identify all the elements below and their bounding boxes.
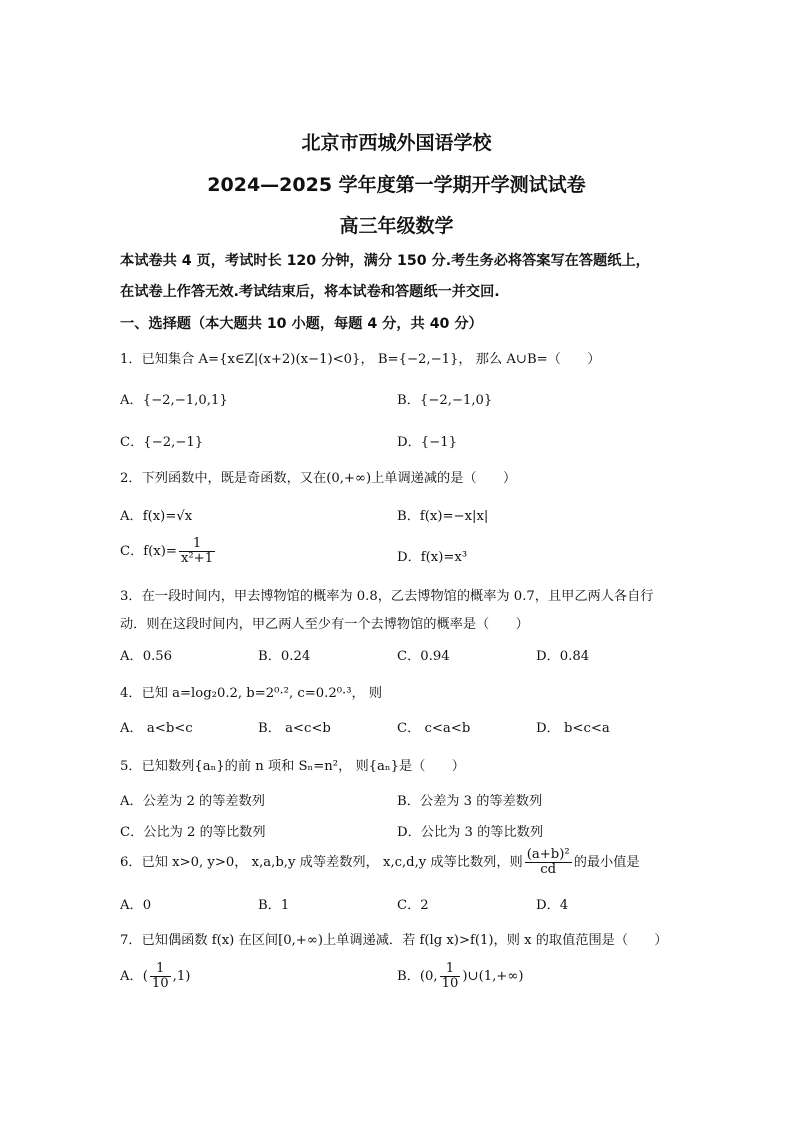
school-name: 北京市西城外国语学校 [301, 132, 492, 154]
question-2-option-c-label: C．f(x)= [120, 543, 177, 559]
question-2-option-a: A．f(x)=√x [120, 509, 193, 524]
question-1-option-b: B．{−2,−1,0} [397, 393, 493, 408]
question-4-option-c: C． c<a<b [397, 721, 471, 736]
question-3-stem-line-1: 3．在一段时间内，甲去博物馆的概率为 0.8，乙去博物馆的概率为 0.7，且甲乙两人各自行 [120, 589, 654, 604]
question-6-fraction [525, 848, 572, 877]
question-2-stem: 2．下列函数中，既是奇函数，又在(0,+∞)上单调递减的是（ ） [120, 471, 517, 486]
question-6-stem-tail: 的最小值是 [573, 854, 640, 870]
option-b-suffix: )∪(1,+∞) [462, 968, 524, 984]
question-2-option-d: D．f(x)=x³ [397, 550, 468, 565]
option-a-suffix: ,1) [172, 968, 191, 984]
question-6-option-c: C．2 [397, 898, 429, 913]
question-2-option-c-fraction [179, 537, 215, 566]
question-1-stem: 1．已知集合 A={x∈Z|(x+2)(x−1)<0}， B={−2,−1}， 那么 A∪B=（ ） [120, 352, 601, 367]
question-6-option-b: B．1 [258, 898, 290, 913]
option-a-prefix: A．( [120, 968, 148, 984]
subject-title: 高三年级数学 [339, 215, 454, 237]
question-1-option-d: D．{−1} [397, 435, 457, 450]
question-5-option-b: B．公差为 3 的等差数列 [397, 794, 543, 809]
intro-line-1: 本试卷共 4 页，考试时长 120 分钟，满分 150 分.考生务必将答案写在答题纸上， [120, 253, 650, 269]
question-2-option-c [120, 537, 217, 566]
question-3-stem-line-2: 动．则在这段时间内，甲乙两人至少有一个去博物馆的概率是（ ） [120, 617, 529, 632]
question-7-option-a [120, 962, 190, 991]
question-5-option-c: C．公比为 2 的等比数列 [120, 825, 266, 840]
option-b-prefix: B．(0, [397, 968, 438, 984]
question-6-option-d: D．4 [536, 898, 569, 913]
fraction-numerator: (a+b)² [526, 847, 570, 862]
question-6-option-a: A．0 [120, 898, 152, 913]
question-4-stem: 4．已知 a=log₂0.2, b=2⁰·², c=0.2⁰·³， 则 [120, 686, 383, 701]
option-b-fraction [440, 962, 461, 991]
question-6-stem-text: 6．已知 x>0, y>0， x,a,b,y 成等差数列， x,c,d,y 成等比数列，则 [120, 854, 523, 870]
question-3-option-a: A．0.56 [120, 649, 173, 664]
fraction-numerator: 1 [440, 962, 461, 977]
question-6-stem [120, 848, 640, 877]
intro-line-2: 在试卷上作答无效.考试结束后，将本试卷和答题纸一并交回. [120, 284, 500, 300]
fraction-denominator: 10 [151, 975, 169, 991]
question-5-option-a: A．公差为 2 的等差数列 [120, 794, 265, 809]
question-3-option-c: C．0.94 [397, 649, 450, 664]
question-4-option-b: B． a<c<b [258, 721, 331, 736]
fraction-denominator: 10 [441, 975, 459, 991]
section-title: 一、选择题（本大题共 10 小题，每题 4 分，共 40 分） [120, 316, 483, 332]
question-4-option-a: A． a<b<c [120, 721, 193, 736]
question-5-stem: 5．已知数列{aₙ}的前 n 项和 Sₙ=n²， 则{aₙ}是（ ） [120, 759, 465, 774]
fraction-numerator: 1 [150, 962, 171, 977]
question-7-option-b [397, 962, 524, 991]
question-1-option-c: C．{−2,−1} [120, 435, 204, 450]
question-3-option-d: D．0.84 [536, 649, 590, 664]
question-3-option-b: B．0.24 [258, 649, 311, 664]
fraction-denominator: cd [540, 861, 557, 877]
question-5-option-d: D．公比为 3 的等比数列 [397, 825, 544, 840]
question-2-option-b: B．f(x)=−x|x| [397, 509, 489, 524]
question-4-option-d: D． b<c<a [536, 721, 610, 736]
fraction-denominator: x²+1 [180, 550, 214, 566]
exam-title: 2024—2025 学年度第一学期开学测试试卷 [207, 174, 586, 196]
option-a-fraction [150, 962, 171, 991]
fraction-numerator: 1 [179, 537, 215, 552]
question-7-stem: 7．已知偶函数 f(x) 在区间[0,+∞)上单调递减．若 f(lg x)>f(1)，则 x 的取值范围是（ ） [120, 933, 668, 948]
question-1-option-a: A．{−2,−1,0,1} [120, 393, 228, 408]
